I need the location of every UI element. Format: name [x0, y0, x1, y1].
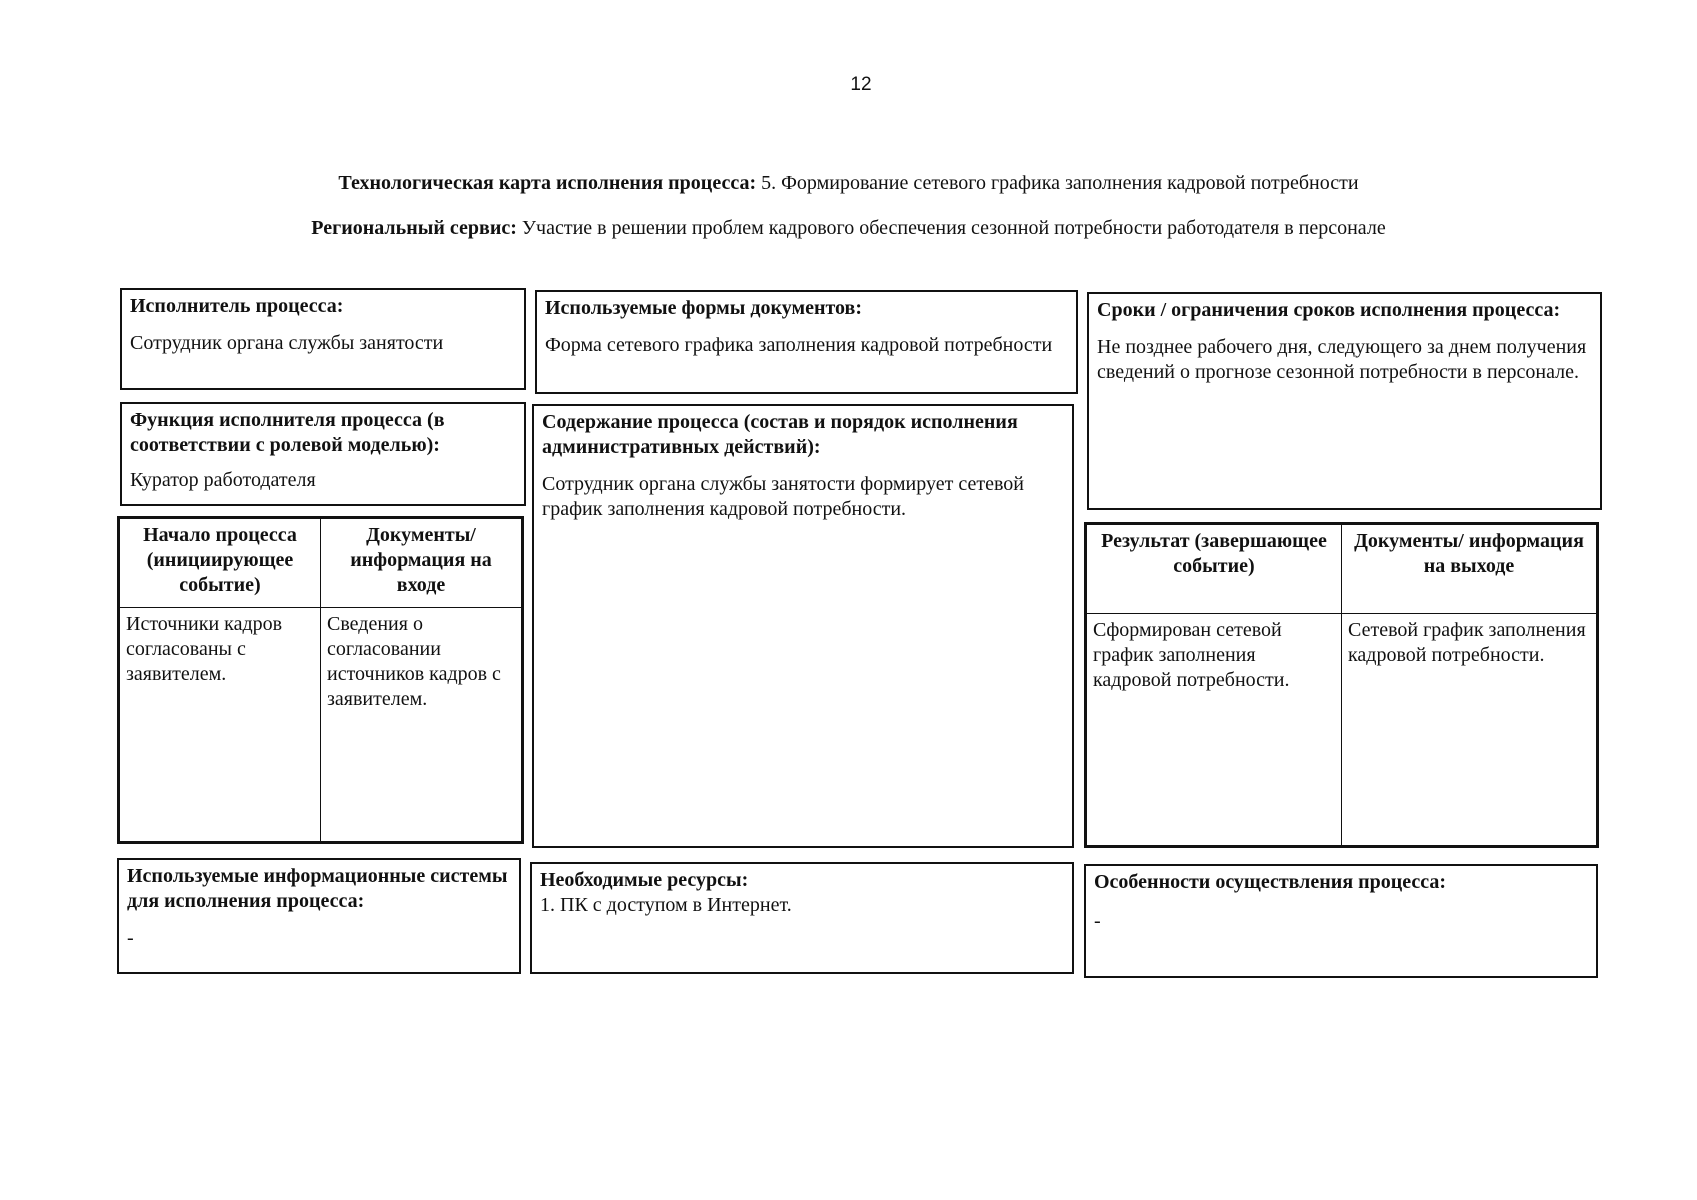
- function-box: [120, 402, 526, 506]
- features-label: Особенности осуществления процесса:: [1094, 871, 1447, 893]
- features-box: [1084, 864, 1598, 978]
- start-event-header: Начало процесса (инициирующее событие): [120, 519, 321, 608]
- start-event-value: Источники кадров согласованы с заявителем.: [120, 608, 321, 842]
- executor-value: Сотрудник органа службы занятости: [130, 332, 444, 354]
- process-content-box: [532, 404, 1074, 848]
- result-event-value: Сформирован сетевой график заполнения кадровой потребности.: [1087, 614, 1342, 846]
- document-forms-box: [535, 290, 1078, 394]
- regional-service-value: Участие в решении проблем кадрового обеспечения сезонной потребности работодателя в персонале: [521, 217, 1386, 239]
- output-documents-header: Документы/ информация на выходе: [1342, 525, 1597, 614]
- document-forms-value: Форма сетевого графика заполнения кадровой потребности: [545, 334, 1053, 356]
- deadlines-value: Не позднее рабочего дня, следующего за днем получения сведений о прогнозе сезонной потребности в персонале.: [1097, 336, 1587, 383]
- result-table: [1084, 522, 1599, 848]
- function-label: Функция исполнителя процесса (в соответствии с ролевой моделью):: [130, 409, 445, 456]
- output-documents-value: Сетевой график заполнения кадровой потребности.: [1342, 614, 1597, 846]
- process-title-value: 5. Формирование сетевого графика заполнения кадровой потребности: [761, 172, 1359, 194]
- process-title-label: Технологическая карта исполнения процесса:: [338, 172, 757, 194]
- process-content-value: Сотрудник органа службы занятости формирует сетевой график заполнения кадровой потребности.: [542, 473, 1024, 520]
- page-number: 12: [850, 74, 872, 95]
- info-systems-box: [117, 858, 521, 974]
- deadlines-label: Сроки / ограничения сроков исполнения процесса:: [1097, 299, 1561, 321]
- input-documents-value: Сведения о согласовании источников кадров с заявителем.: [321, 608, 522, 842]
- document-forms-label: Используемые формы документов:: [545, 297, 863, 319]
- input-documents-header: Документы/ информация на входе: [321, 519, 522, 608]
- function-value: Куратор работодателя: [130, 469, 316, 491]
- result-event-header: Результат (завершающее событие): [1087, 525, 1342, 614]
- start-table: [117, 516, 524, 844]
- deadlines-box: [1087, 292, 1602, 510]
- features-value: -: [1094, 910, 1101, 932]
- regional-service: [0, 217, 1697, 240]
- info-systems-value: -: [127, 927, 134, 949]
- resources-label: Необходимые ресурсы:: [540, 869, 749, 891]
- executor-label: Исполнитель процесса:: [130, 295, 344, 317]
- regional-service-label: Региональный сервис:: [311, 217, 517, 239]
- info-systems-label: Используемые информационные системы для исполнения процесса:: [127, 865, 508, 912]
- process-title: [0, 172, 1697, 195]
- process-content-label: Содержание процесса (состав и порядок исполнения административных действий):: [542, 411, 1018, 458]
- resources-value: 1. ПК с доступом в Интернет.: [540, 894, 792, 916]
- resources-box: [530, 862, 1074, 974]
- executor-box: [120, 288, 526, 390]
